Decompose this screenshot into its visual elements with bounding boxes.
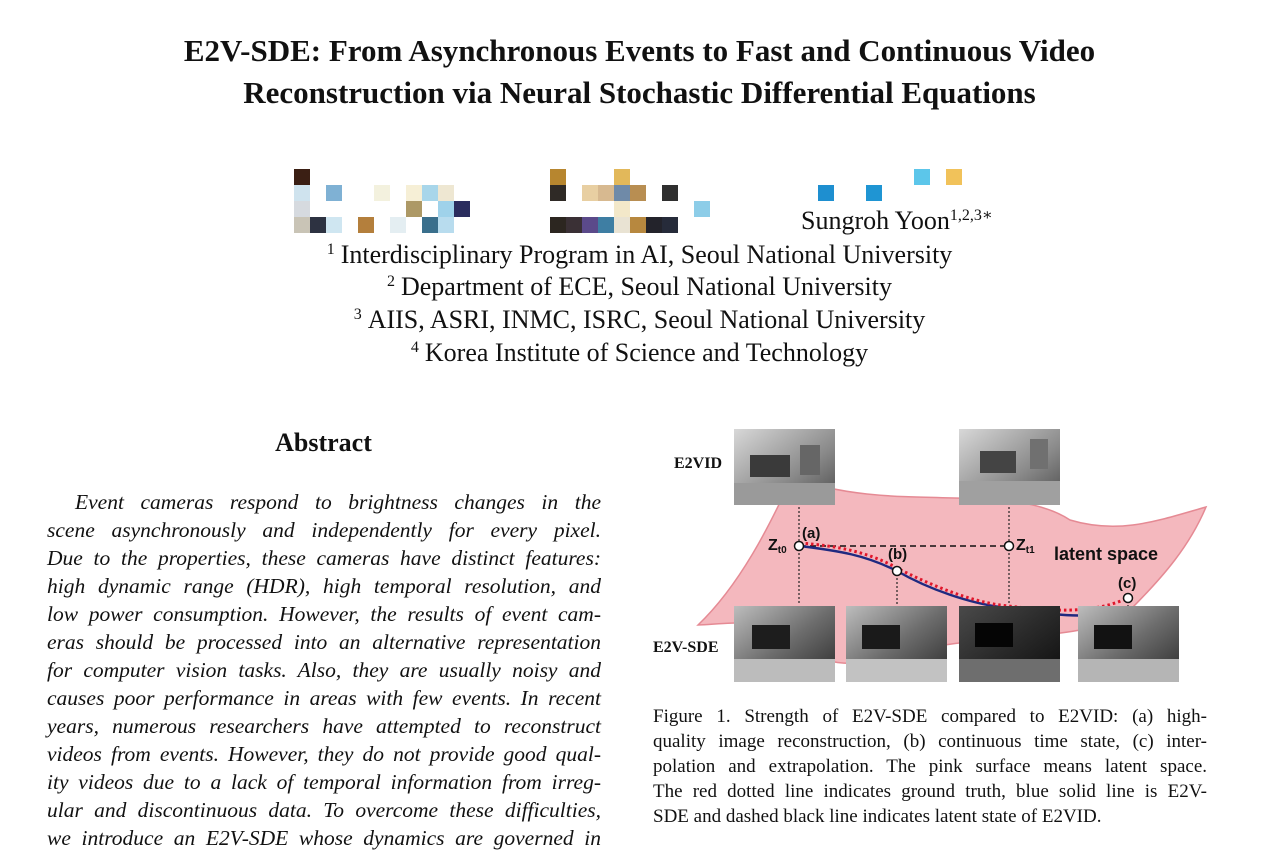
label-zt0-sub: t0 bbox=[777, 545, 787, 556]
figure-1-diagram bbox=[650, 425, 1210, 690]
abstract-line: scene asynchronously and independently for every pixel. bbox=[47, 518, 601, 542]
abstract-line: videos from events. However, they do not provide good qual- bbox=[47, 742, 601, 766]
e2vsde-frame-4 bbox=[1078, 606, 1179, 682]
state-marker-c bbox=[1124, 594, 1133, 603]
e2vsde-frame-1 bbox=[734, 606, 835, 682]
label-c: (c) bbox=[1118, 575, 1137, 592]
figure-1 bbox=[650, 425, 1210, 690]
caption-line: polation and extrapolation. The pink surface means latent space. bbox=[653, 756, 1207, 777]
affiliation-text: Interdisciplinary Program in AI, Seoul National University bbox=[340, 240, 953, 269]
author-name bbox=[801, 199, 993, 238]
abstract-line: Due to the properties, these cameras have distinct features: bbox=[47, 546, 601, 570]
affiliation-mark: 3 bbox=[353, 306, 362, 323]
state-marker-b bbox=[893, 567, 902, 576]
e2vsde-frame-2 bbox=[846, 606, 947, 682]
label-a: (a) bbox=[802, 525, 821, 542]
abstract-heading: Abstract bbox=[275, 428, 372, 457]
paper-title bbox=[0, 30, 1279, 114]
affiliation-mark: 2 bbox=[386, 273, 395, 290]
abstract-line: years, numerous researchers have attempted to reconstruct bbox=[47, 714, 601, 738]
abstract-line: we introduce an E2V-SDE whose dynamics are governed in bbox=[47, 826, 601, 850]
abstract-line: for computer vision tasks. Also, they are usually noisy and bbox=[47, 658, 601, 682]
state-marker-t1 bbox=[1005, 542, 1014, 551]
abstract-line: causes poor performance in areas with few events. In recent bbox=[47, 686, 601, 710]
abstract-line: high dynamic range (HDR), high temporal resolution, and bbox=[47, 574, 601, 598]
caption-line: The red dotted line indicates ground truth, blue solid line is E2V- bbox=[653, 781, 1207, 802]
affiliation-mark: 4 bbox=[410, 339, 419, 356]
affiliation-4 bbox=[0, 332, 1279, 369]
state-marker-t0 bbox=[795, 542, 804, 551]
label-zt1-sub: t1 bbox=[1025, 545, 1035, 556]
label-e2v-sde: E2V-SDE bbox=[653, 639, 719, 656]
caption-line: SDE and dashed black line indicates latent state of E2VID. bbox=[653, 806, 1102, 827]
label-latent-space: latent space bbox=[1054, 544, 1159, 564]
affiliation-text: Department of ECE, Seoul National University bbox=[400, 272, 892, 301]
caption-line: Figure 1. Strength of E2V-SDE compared to E2VID: (a) high- bbox=[653, 706, 1207, 727]
figure-1-caption bbox=[653, 704, 1207, 829]
affiliation-3 bbox=[0, 299, 1279, 336]
label-b: (b) bbox=[888, 546, 908, 563]
abstract-line: low power consumption. However, the results of event cam- bbox=[47, 602, 601, 626]
author-name-text: Sungroh Yoon bbox=[801, 206, 950, 235]
abstract-line: eras should be processed into an alternative representation bbox=[47, 630, 601, 654]
abstract-line: ity videos due to a lack of temporal information from irreg- bbox=[47, 770, 601, 794]
affiliation-text: AIIS, ASRI, INMC, ISRC, Seoul National University bbox=[367, 305, 926, 334]
author-superscript: 1,2,3∗ bbox=[949, 207, 993, 224]
e2vid-frame-1 bbox=[734, 429, 835, 505]
affiliation-mark: 1 bbox=[326, 241, 335, 258]
e2vsde-frame-3 bbox=[959, 606, 1060, 682]
title-line-2: Reconstruction via Neural Stochastic Differential Equations bbox=[243, 75, 1036, 110]
affiliation-text: Korea Institute of Science and Technology bbox=[424, 338, 869, 367]
e2vid-frame-2 bbox=[959, 429, 1060, 505]
abstract-line: Event cameras respond to brightness changes in the bbox=[75, 490, 601, 514]
label-e2vid: E2VID bbox=[674, 455, 723, 472]
affiliation-2 bbox=[0, 266, 1279, 303]
abstract-line: ular and discontinuous data. To overcome these difficulties, bbox=[47, 798, 601, 822]
caption-line: quality image reconstruction, (b) continuous time state, (c) inter- bbox=[653, 731, 1207, 752]
label-zt0-main: Z bbox=[768, 537, 778, 554]
label-zt1-main: Z bbox=[1016, 537, 1026, 554]
abstract-body bbox=[47, 488, 601, 852]
title-line-1: E2V-SDE: From Asynchronous Events to Fast and Continuous Video bbox=[183, 33, 1096, 68]
